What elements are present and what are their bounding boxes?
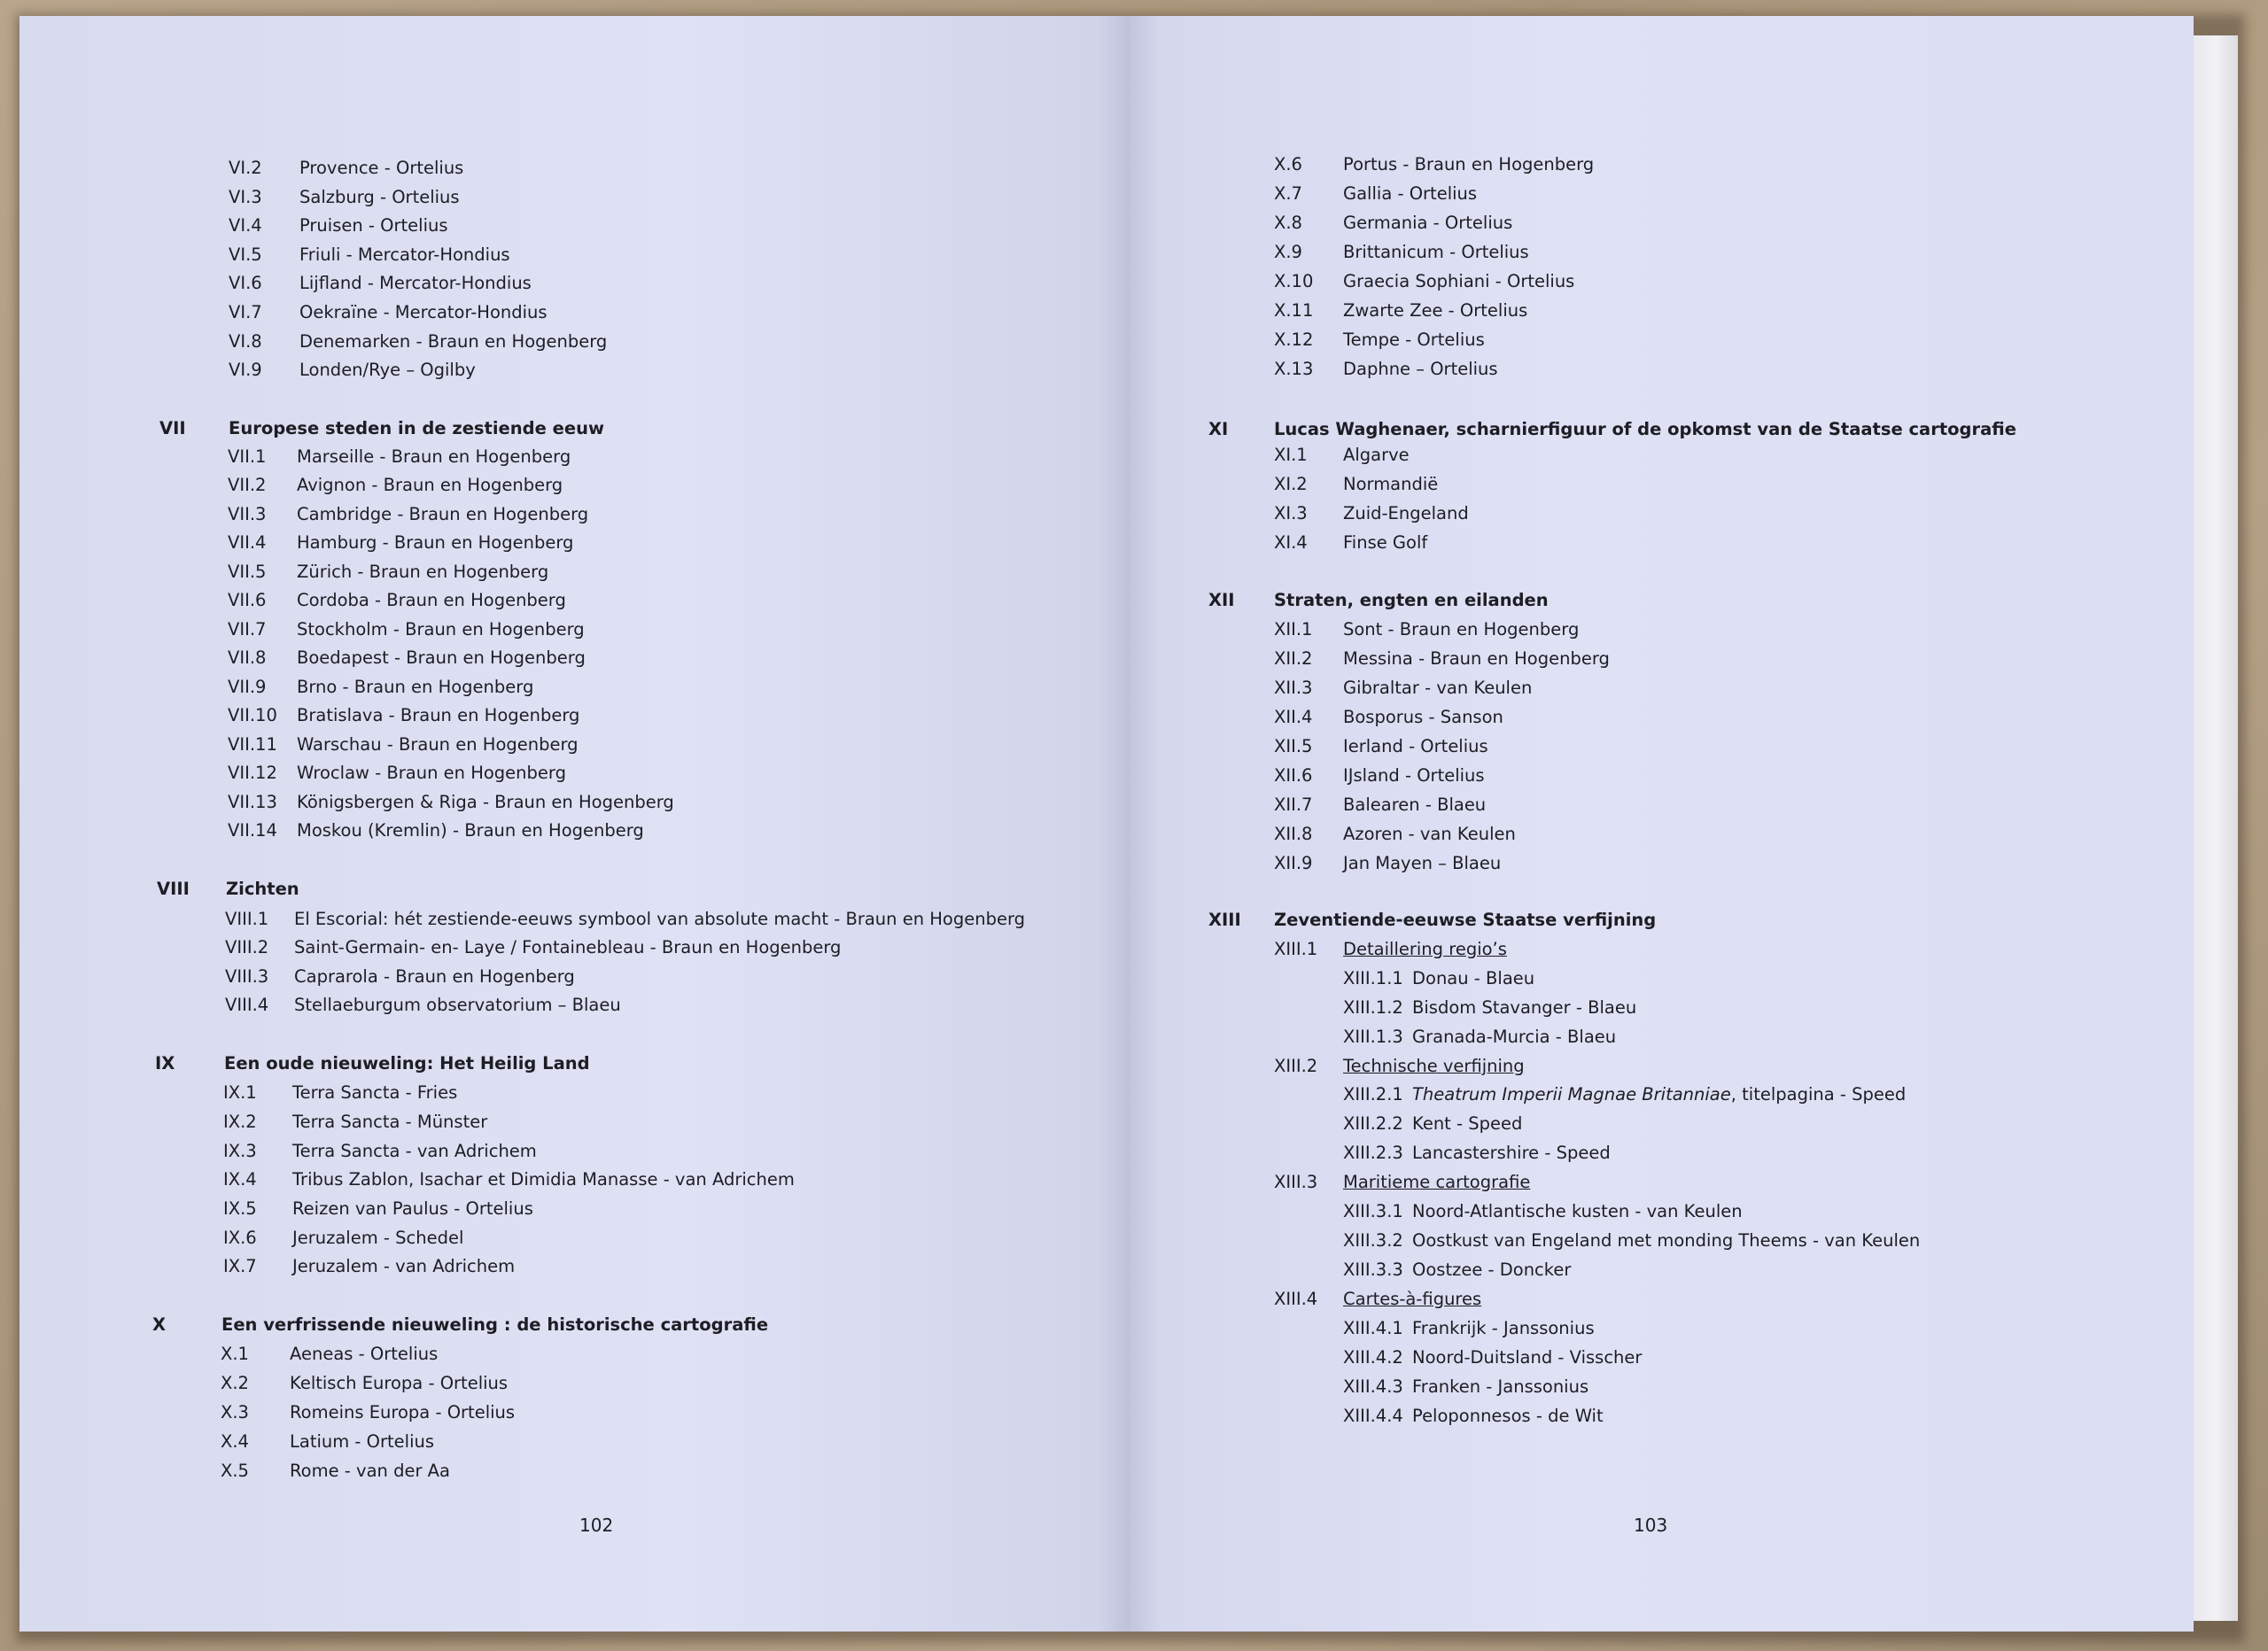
entry-number: XI.2 (1274, 474, 1308, 494)
entry-title: Sont - Braun en Hogenberg (1343, 619, 1580, 639)
entry-title: Noord-Duitsland - Visscher (1412, 1347, 1643, 1368)
entry-number: VI.4 (229, 215, 262, 236)
entry-number: VI.5 (229, 244, 262, 265)
entry-number: XI.1 (1274, 445, 1308, 465)
entry-title: Oekraïne - Mercator-Hondius (299, 302, 548, 322)
entry-number: VII.2 (228, 475, 267, 495)
entry-number: VI.3 (229, 187, 262, 207)
entry-number: XIII.4.3 (1343, 1376, 1403, 1397)
entry-number: VIII.3 (225, 966, 269, 987)
entry-number: VII.11 (228, 734, 277, 755)
entry-title: Jeruzalem - Schedel (292, 1228, 464, 1248)
entry-number: VII.1 (228, 446, 267, 467)
entry-title: Hamburg - Braun en Hogenberg (297, 532, 574, 553)
entry-number: X.13 (1274, 359, 1314, 379)
entry-number: XII.1 (1274, 619, 1313, 639)
entry-number: XIII.4.4 (1343, 1406, 1403, 1426)
entry-title: Saint-Germain- en- Laye / Fontainebleau - Braun en Hogenberg (294, 937, 842, 957)
entry-title: Terra Sancta - Münster (292, 1112, 488, 1132)
entry-title: Bosporus - Sanson (1343, 707, 1503, 727)
entry-number: VII.5 (228, 562, 267, 582)
subsection-title: Detaillering regio’s (1343, 939, 1507, 959)
entry-title: Finse Golf (1343, 532, 1428, 553)
entry-title: Boedapest - Braun en Hogenberg (297, 647, 586, 668)
entry-title: Jan Mayen – Blaeu (1343, 853, 1502, 873)
entry-title: Stockholm - Braun en Hogenberg (297, 619, 585, 639)
entry-number: VII.12 (228, 763, 277, 783)
entry-number: X.9 (1274, 242, 1302, 262)
entry-title: Oostzee - Doncker (1412, 1260, 1572, 1280)
page-number: 103 (1634, 1515, 1668, 1536)
entry-title: Kent - Speed (1412, 1113, 1523, 1134)
entry-title: Algarve (1343, 445, 1410, 465)
entry-number: XII.2 (1274, 648, 1313, 669)
entry-title: Normandië (1343, 474, 1439, 494)
entry-number: IX.5 (223, 1198, 257, 1219)
entry-number: IX.2 (223, 1112, 257, 1132)
entry-title: Avignon - Braun en Hogenberg (297, 475, 563, 495)
entry-title: Denemarken - Braun en Hogenberg (299, 331, 608, 352)
page-number: 102 (579, 1515, 614, 1536)
entry-title: Bratislava - Braun en Hogenberg (297, 705, 580, 725)
section-title: Straten, engten en eilanden (1274, 590, 1549, 610)
entry-title: Azoren - van Keulen (1343, 824, 1516, 844)
subsection-title: Maritieme cartografie (1343, 1172, 1531, 1192)
entry-number: X.1 (221, 1344, 249, 1364)
entry-title: Moskou (Kremlin) - Braun en Hogenberg (297, 820, 644, 841)
entry-number: XIII.4.2 (1343, 1347, 1403, 1368)
entry-number: IX.3 (223, 1141, 257, 1161)
entry-title: Graecia Sophiani - Ortelius (1343, 271, 1575, 291)
entry-title: Peloponnesos - de Wit (1412, 1406, 1604, 1426)
entry-title: Gallia - Ortelius (1343, 183, 1478, 204)
entry-number: XIII.1.1 (1343, 968, 1403, 988)
entry-number: X.11 (1274, 300, 1314, 321)
entry-title: Zwarte Zee - Ortelius (1343, 300, 1528, 321)
entry-title: Lijfland - Mercator-Hondius (299, 273, 532, 293)
entry-number: IX.4 (223, 1169, 257, 1190)
entry-number: VII.3 (228, 504, 267, 524)
entry-number: X.12 (1274, 329, 1314, 350)
entry-number: X.7 (1274, 183, 1302, 204)
entry-number: VIII.2 (225, 937, 269, 957)
title-suffix: , titelpagina - Speed (1730, 1084, 1907, 1105)
entry-number: XIII.1.3 (1343, 1027, 1403, 1047)
entry-number: X.6 (1274, 154, 1302, 174)
entry-number: VII.13 (228, 792, 277, 812)
entry-title: Marseille - Braun en Hogenberg (297, 446, 571, 467)
section-title: Europese steden in de zestiende eeuw (229, 418, 604, 438)
entry-title: Terra Sancta - Fries (292, 1082, 458, 1103)
entry-title: Bisdom Stavanger - Blaeu (1412, 997, 1637, 1018)
entry-number: VIII.4 (225, 995, 269, 1015)
entry-number: XII.8 (1274, 824, 1313, 844)
entry-number: X.4 (221, 1431, 249, 1452)
section-title: Zichten (226, 879, 299, 899)
entry-title: Königsbergen & Riga - Braun en Hogenberg (297, 792, 674, 812)
entry-number: XIII.4.1 (1343, 1318, 1403, 1338)
section-title: Lucas Waghenaer, scharnierfiguur of de opkomst van de Staatse cartografie (1274, 419, 2016, 439)
section-number: XII (1208, 590, 1235, 610)
entry-title: Ierland - Ortelius (1343, 736, 1488, 756)
entry-title: Zürich - Braun en Hogenberg (297, 562, 549, 582)
entry-title: Cordoba - Braun en Hogenberg (297, 590, 566, 610)
entry-title: Daphne – Ortelius (1343, 359, 1498, 379)
entry-title: Franken - Janssonius (1412, 1376, 1589, 1397)
entry-title: Germania - Ortelius (1343, 213, 1513, 233)
entry-number: VI.8 (229, 331, 262, 352)
entry-title: Granada-Murcia - Blaeu (1412, 1027, 1617, 1047)
entry-title: Brittanicum - Ortelius (1343, 242, 1529, 262)
section-number: X (152, 1314, 167, 1335)
section-number: XIII (1208, 910, 1241, 930)
section-number: VII (159, 418, 186, 438)
entry-title: Tempe - Ortelius (1343, 329, 1485, 350)
entry-title: Aeneas - Ortelius (290, 1344, 439, 1364)
entry-number: IX.7 (223, 1256, 257, 1276)
entry-title: Frankrijk - Janssonius (1412, 1318, 1595, 1338)
entry-number: VII.6 (228, 590, 267, 610)
entry-title: Messina - Braun en Hogenberg (1343, 648, 1610, 669)
entry-number: VIII.1 (225, 909, 269, 929)
entry-number: IX.6 (223, 1228, 257, 1248)
entry-title: Oostkust van Engeland met monding Theems - van Keulen (1412, 1230, 1921, 1251)
entry-title: Lancastershire - Speed (1412, 1143, 1611, 1163)
entry-number: XIII.4 (1274, 1289, 1318, 1309)
entry-number: VII.14 (228, 820, 277, 841)
entry-title: Salzburg - Ortelius (299, 187, 460, 207)
entry-title: Rome - van der Aa (290, 1461, 450, 1481)
entry-title: Brno - Braun en Hogenberg (297, 677, 534, 697)
entry-title: Stellaeburgum observatorium – Blaeu (294, 995, 621, 1015)
entry-number: XII.9 (1274, 853, 1313, 873)
entry-number: XIII.3.1 (1343, 1201, 1403, 1221)
entry-number: XI.3 (1274, 503, 1308, 523)
entry-number: XIII.2.3 (1343, 1143, 1403, 1163)
entry-title: Portus - Braun en Hogenberg (1343, 154, 1595, 174)
entry-title: Wroclaw - Braun en Hogenberg (297, 763, 566, 783)
entry-number: X.10 (1274, 271, 1314, 291)
entry-title (1412, 1084, 1906, 1105)
entry-title: Latium - Ortelius (290, 1431, 435, 1452)
entry-title: Gibraltar - van Keulen (1343, 678, 1533, 698)
entry-number: X.8 (1274, 213, 1302, 233)
entry-number: XIII.3.2 (1343, 1230, 1403, 1251)
entry-number: XI.4 (1274, 532, 1308, 553)
entry-title: Donau - Blaeu (1412, 968, 1535, 988)
entry-number: XIII.2.1 (1343, 1084, 1403, 1105)
entry-title: Romeins Europa - Ortelius (290, 1402, 516, 1422)
entry-number: XII.6 (1274, 765, 1313, 786)
entry-title: Balearen - Blaeu (1343, 794, 1487, 815)
entry-number: VI.7 (229, 302, 262, 322)
entry-number: XIII.3.3 (1343, 1260, 1403, 1280)
entry-title: Terra Sancta - van Adrichem (292, 1141, 537, 1161)
entry-title: Keltisch Europa - Ortelius (290, 1373, 509, 1393)
entry-number: XIII.1.2 (1343, 997, 1403, 1018)
entry-title: Provence - Ortelius (299, 158, 464, 178)
entry-title: Reizen van Paulus - Ortelius (292, 1198, 533, 1219)
entry-number: XIII.2.2 (1343, 1113, 1403, 1134)
entry-number: XII.5 (1274, 736, 1313, 756)
entry-number: VII.7 (228, 619, 267, 639)
entry-title: IJsland - Ortelius (1343, 765, 1485, 786)
entry-number: XIII.2 (1274, 1056, 1318, 1076)
section-title: Zeventiende-eeuwse Staatse verfijning (1274, 910, 1657, 930)
entry-number: X.3 (221, 1402, 249, 1422)
section-number: VIII (157, 879, 190, 899)
entry-number: VII.8 (228, 647, 267, 668)
entry-number: VI.9 (229, 360, 262, 380)
entry-title: El Escorial: hét zestiende-eeuws symbool van absolute macht - Braun en Hogenberg (294, 909, 1026, 929)
entry-number: VII.9 (228, 677, 267, 697)
entry-number: X.5 (221, 1461, 249, 1481)
subsection-title: Cartes-à-figures (1343, 1289, 1482, 1309)
entry-title: Caprarola - Braun en Hogenberg (294, 966, 575, 987)
entry-title: Pruisen - Ortelius (299, 215, 448, 236)
section-number: XI (1208, 419, 1229, 439)
entry-title: Friuli - Mercator-Hondius (299, 244, 510, 265)
entry-number: X.2 (221, 1373, 249, 1393)
entry-number: VII.4 (228, 532, 267, 553)
entry-number: XIII.3 (1274, 1172, 1318, 1192)
entry-number: IX.1 (223, 1082, 257, 1103)
entry-title: Londen/Rye – Ogilby (299, 360, 476, 380)
subsection-title: Technische verfijning (1343, 1056, 1525, 1076)
page-block-edge (2194, 35, 2238, 1621)
entry-number: XII.7 (1274, 794, 1313, 815)
entry-title: Jeruzalem - van Adrichem (292, 1256, 516, 1276)
entry-number: XII.4 (1274, 707, 1313, 727)
entry-number: XII.3 (1274, 678, 1313, 698)
entry-title: Cambridge - Braun en Hogenberg (297, 504, 589, 524)
entry-number: VI.6 (229, 273, 262, 293)
section-title: Een oude nieuweling: Het Heilig Land (224, 1053, 590, 1074)
italic-title: Theatrum Imperii Magnae Britanniae (1412, 1084, 1731, 1105)
section-number: IX (155, 1053, 175, 1074)
entry-title: Noord-Atlantische kusten - van Keulen (1412, 1201, 1743, 1221)
section-title: Een verfrissende nieuweling : de historische cartografie (221, 1314, 769, 1335)
entry-number: VI.2 (229, 158, 262, 178)
entry-title: Warschau - Braun en Hogenberg (297, 734, 579, 755)
entry-title: Tribus Zablon, Isachar et Dimidia Manasse - van Adrichem (292, 1169, 795, 1190)
entry-title: Zuid-Engeland (1343, 503, 1469, 523)
entry-number: VII.10 (228, 705, 277, 725)
entry-number: XIII.1 (1274, 939, 1318, 959)
